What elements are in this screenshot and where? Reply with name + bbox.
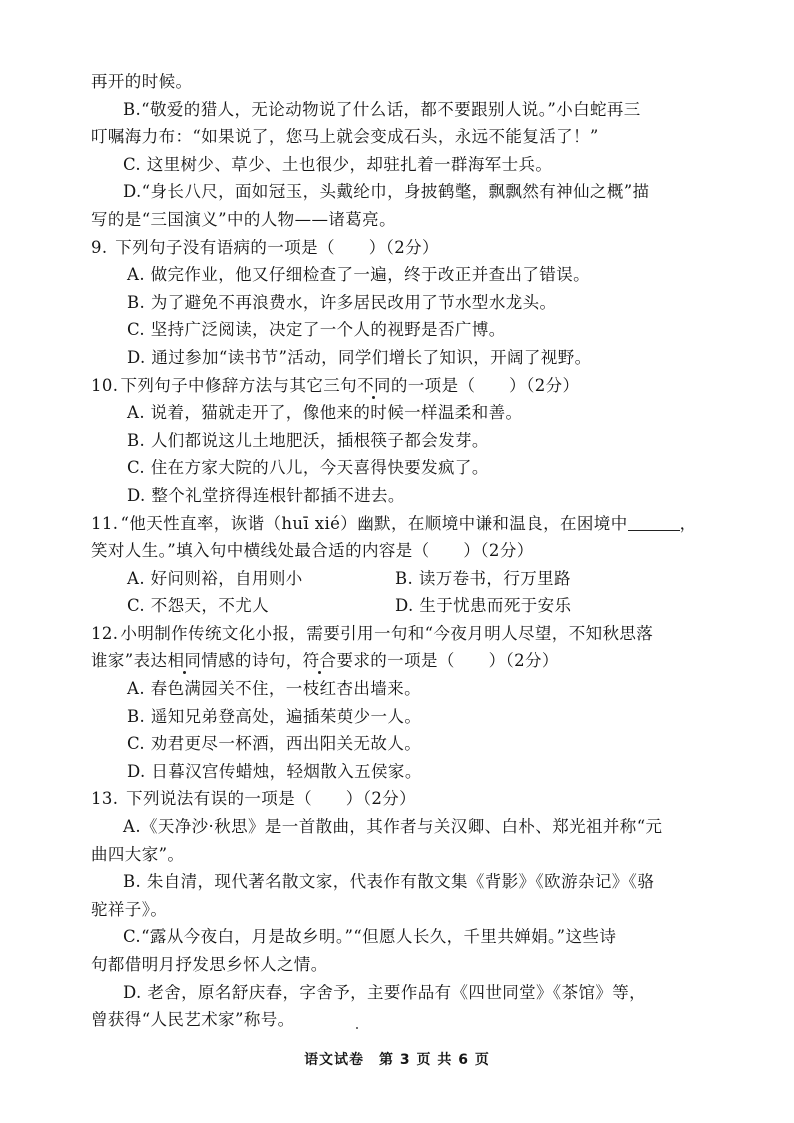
- q9-option-c: C. 坚持广泛阅读，决定了一个人的视野是否广博。: [127, 320, 506, 340]
- q10-option-c: C. 住在方家大院的八儿，今天喜得快要发疯了。: [127, 458, 489, 478]
- exam-content: [91, 68, 716, 1034]
- q12-option-b: B. 遥知兄弟登高处，遍插茱萸少一人。: [127, 706, 422, 726]
- q8-option-c: C. 这里树少、草少、土也很少，却驻扎着一群海军士兵。: [123, 154, 553, 174]
- q10-stem-post: 的一项是（ ）（2分）: [390, 375, 580, 395]
- q11-options-row1: [91, 565, 716, 593]
- q11-option-a: A. 好问则裕，自用则小: [127, 568, 303, 588]
- q11-stem-pre: “他天性直率，诙谐（huī xié）幽默，在顺境中谦和温良，在困境中: [120, 513, 628, 533]
- q10-option-b: B. 人们都说这儿土地肥沃，插根筷子都会发芽。: [127, 430, 489, 450]
- q12-stem-line2: [91, 647, 716, 675]
- q12-option-a: A. 春色满园关不住，一枝红杏出墙来。: [127, 679, 422, 699]
- q12-option-d: D. 日暮汉宫传蜡烛，轻烟散入五侯家。: [127, 761, 422, 781]
- q12-stem-line1: [91, 620, 716, 648]
- q11-number: 11.: [91, 513, 119, 533]
- q8-option-d-line2: 写的是“三国演义”中的人物——诸葛亮。: [91, 209, 396, 229]
- q13-stem-text: 下列说法有误的一项是（ ）（2分）: [126, 789, 417, 809]
- q11-option-b: B. 读万卷书，行万里路: [395, 568, 571, 588]
- q9-number: 9.: [91, 237, 108, 257]
- q9-stem: [91, 234, 716, 262]
- scan-speck: [356, 1027, 358, 1029]
- q9-option-a: A. 做完作业，他又仔细检查了一遍，终于改正并查出了错误。: [127, 265, 591, 285]
- q12-number: 12.: [91, 623, 119, 643]
- q12-stem2-post: 要求的一项是（ ）（2分）: [336, 651, 559, 671]
- page-footer: 语文试卷 第 3 页 共 6 页: [304, 1052, 490, 1068]
- q11-stem-line1: [91, 510, 716, 538]
- q11-option-d: D. 生于忧患而死于安乐: [395, 596, 572, 616]
- q12-stem1: 小明制作传统文化小报，需要引用一句和“今夜月明人尽望，不知秋思落: [120, 623, 654, 643]
- q10-number: 10.: [91, 375, 119, 395]
- q13-option-c-line2: 句都借明月抒发思乡怀人之情。: [91, 955, 328, 974]
- q13-option-a-line1: A.《天净沙·秋思》是一首散曲，其作者与关汉卿、白朴、郑光祖并称“元: [123, 817, 663, 837]
- q11-options-row2: [91, 592, 716, 620]
- q13-option-d-line1: D. 老舍，原名舒庆春，字舍予，主要作品有《四世同堂》《茶馆》等，: [123, 982, 647, 1002]
- q13-option-c-line1: C.“露从今夜白，月是故乡明。”“但愿人长久，千里共婵娟。”这些诗: [123, 927, 617, 947]
- q13-option-d-line2: 曾获得“人民艺术家”称号。: [91, 1010, 295, 1030]
- q12-emphasis-match: 符合: [302, 651, 337, 671]
- q13-option-a-line2: 曲四大家”。: [91, 844, 185, 864]
- q11-stem-line2: 笑对人生。”填入句中横线处最合适的内容是（ ）（2分）: [91, 541, 534, 561]
- q12-stem2-mid: 情感的诗句，: [201, 651, 303, 671]
- q10-option-a: A. 说着，猫就走开了，像他来的时候一样温柔和善。: [127, 403, 523, 423]
- q11-stem-post: ，: [679, 513, 697, 533]
- continuation-line: 再开的时候。: [91, 72, 193, 91]
- q10-emphasis: 不同: [357, 375, 391, 395]
- q8-option-b-line1: B.“敬爱的猎人，无论动物说了什么话，都不要跟别人说。”小白蛇再三: [123, 99, 641, 119]
- q10-stem: [91, 372, 716, 400]
- q8-option-b-line2: 叮嘱海力布：“如果说了，您马上就会变成石头，永远不能复活了！”: [91, 127, 599, 147]
- q10-option-d: D. 整个礼堂挤得连根针都插不进去。: [127, 485, 405, 505]
- q9-option-b: B. 为了避免不再浪费水，许多居民改用了节水型水龙头。: [127, 292, 557, 312]
- q9-stem-text: 下列句子没有语病的一项是（ ）（2分）: [115, 237, 439, 257]
- q8-option-d-line1: D.“身长八尺，面如冠玉，头戴纶巾，身披鹤氅，飘飘然有神仙之概”描: [123, 182, 650, 202]
- q13-option-b-line1: B. 朱自清，现代著名散文家，代表作有散文集《背影》《欧游杂记》《骆: [123, 872, 655, 892]
- q13-option-b-line2: 驼祥子》。: [91, 899, 168, 919]
- q11-option-c: C. 不怨天，不尤人: [127, 596, 270, 616]
- q12-stem2-pre: 谁家”表达: [91, 651, 168, 671]
- q12-option-c: C. 劝君更尽一杯酒，西出阳关无故人。: [127, 734, 422, 754]
- q10-stem-pre: 下列句子中修辞方法与其它三句: [120, 375, 358, 395]
- q13-number: 13.: [91, 789, 119, 809]
- q9-option-d: D. 通过参加“读书节”活动，同学们增长了知识，开阔了视野。: [127, 347, 592, 367]
- q13-stem: [91, 785, 716, 813]
- q11-answer-blank: [628, 514, 680, 531]
- q12-emphasis-same: 相同: [167, 651, 202, 671]
